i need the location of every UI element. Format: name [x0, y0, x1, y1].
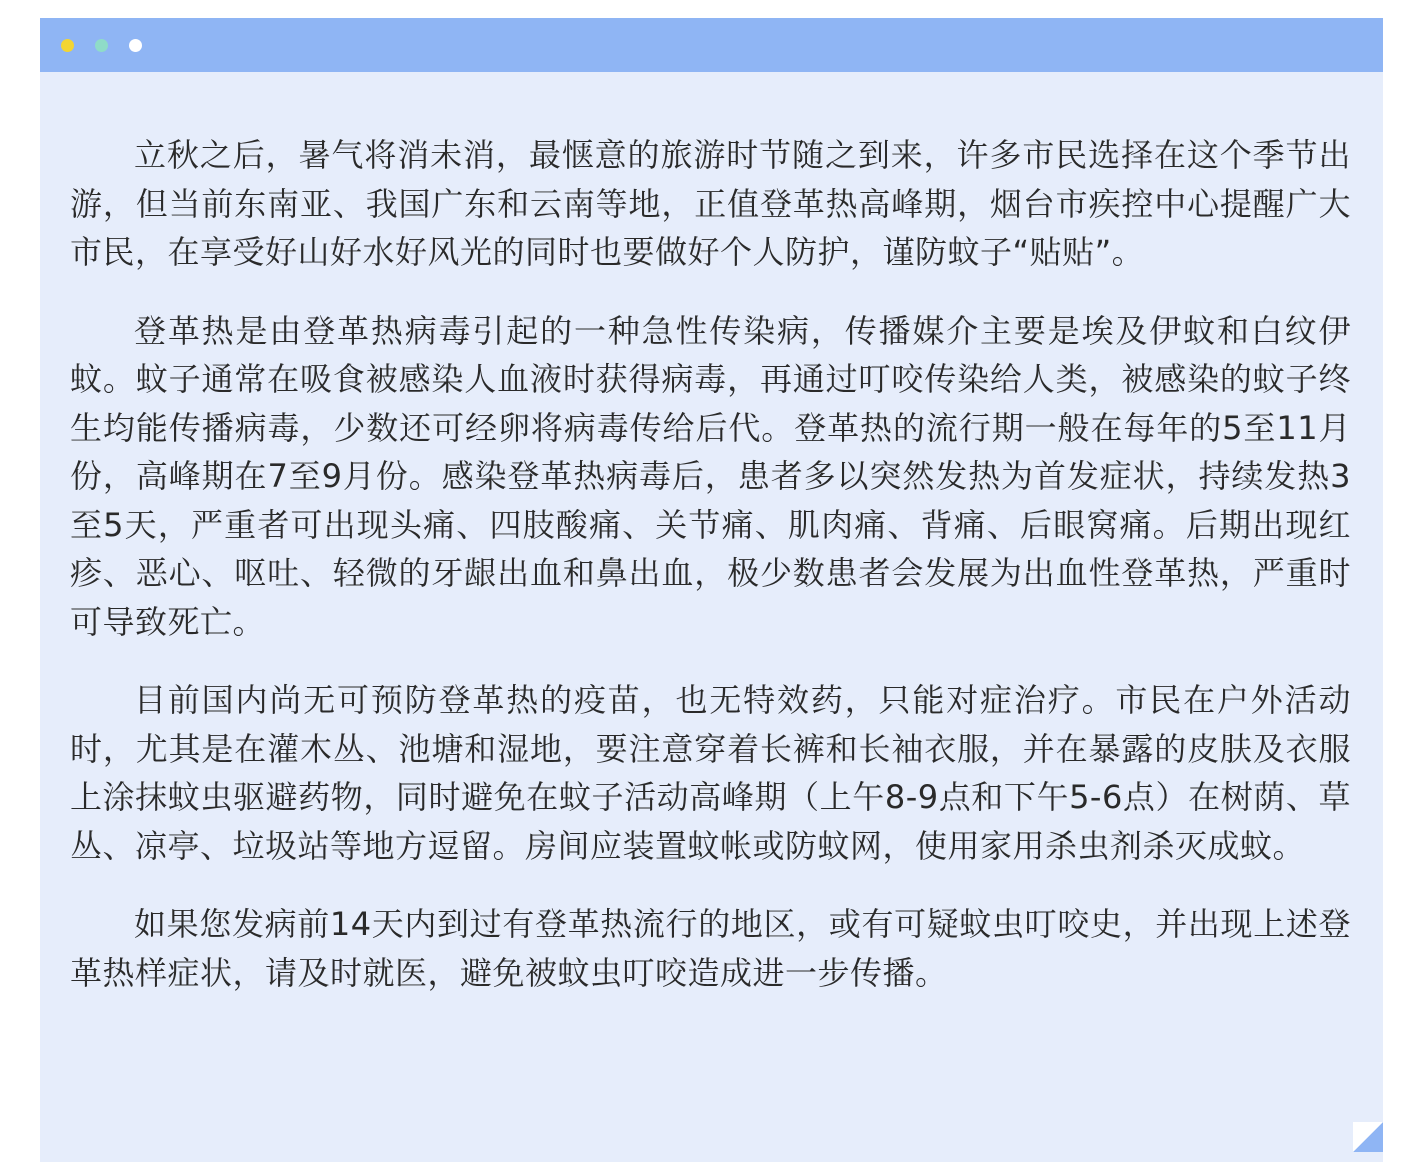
- paragraph-4: 如果您发病前14天内到过有登革热流行的地区，或有可疑蚊虫叮咬史，并出现上述登革热样症状，请及时就医，避免被蚊虫叮咬造成进一步传播。: [70, 905, 1351, 992]
- white-dot-icon: [129, 39, 142, 52]
- yellow-dot-icon: [61, 39, 74, 52]
- article-body: [70, 131, 1351, 1027]
- window-title-bar: [40, 18, 1383, 72]
- page-fold-cover: [1353, 1122, 1383, 1152]
- article-card: [40, 18, 1383, 1162]
- paragraph-3: 目前国内尚无可预防登革热的疫苗，也无特效药，只能对症治疗。市民在户外活动时，尤其是在灌木丛、池塘和湿地，要注意穿着长裤和长袖衣服，并在暴露的皮肤及衣服上涂抹蚊虫驱避药物，同时避免在蚊子活动高峰期（上午8-9点和下午5-6点）在树荫、草丛、凉亭、垃圾站等地方逗留。房间应装置蚊帐或防蚊网，使用家用杀虫剂杀灭成蚊。: [70, 681, 1351, 865]
- paragraph-2: 登革热是由登革热病毒引起的一种急性传染病，传播媒介主要是埃及伊蚊和白纹伊蚊。蚊子通常在吸食被感染人血液时获得病毒，再通过叮咬传染给人类，被感染的蚊子终生均能传播病毒，少数还可经卵将病毒传给后代。登革热的流行期一般在每年的5至11月份，高峰期在7至9月份。感染登革热病毒后，患者多以突然发热为首发症状，持续发热3至5天，严重者可出现头痛、四肢酸痛、关节痛、肌肉痛、背痛、后眼窝痛。后期出现红疹、恶心、呕吐、轻微的牙龈出血和鼻出血，极少数患者会发展为出血性登革热，严重时可导致死亡。: [70, 311, 1351, 641]
- paragraph-1: 立秋之后，暑气将消未消，最惬意的旅游时节随之到来，许多市民选择在这个季节出游，但当前东南亚、我国广东和云南等地，正值登革热高峰期，烟台市疾控中心提醒广大市民，在享受好山好水好风光的同时也要做好个人防护，谨防蚊子“贴贴”。: [70, 136, 1351, 271]
- teal-dot-icon: [95, 39, 108, 52]
